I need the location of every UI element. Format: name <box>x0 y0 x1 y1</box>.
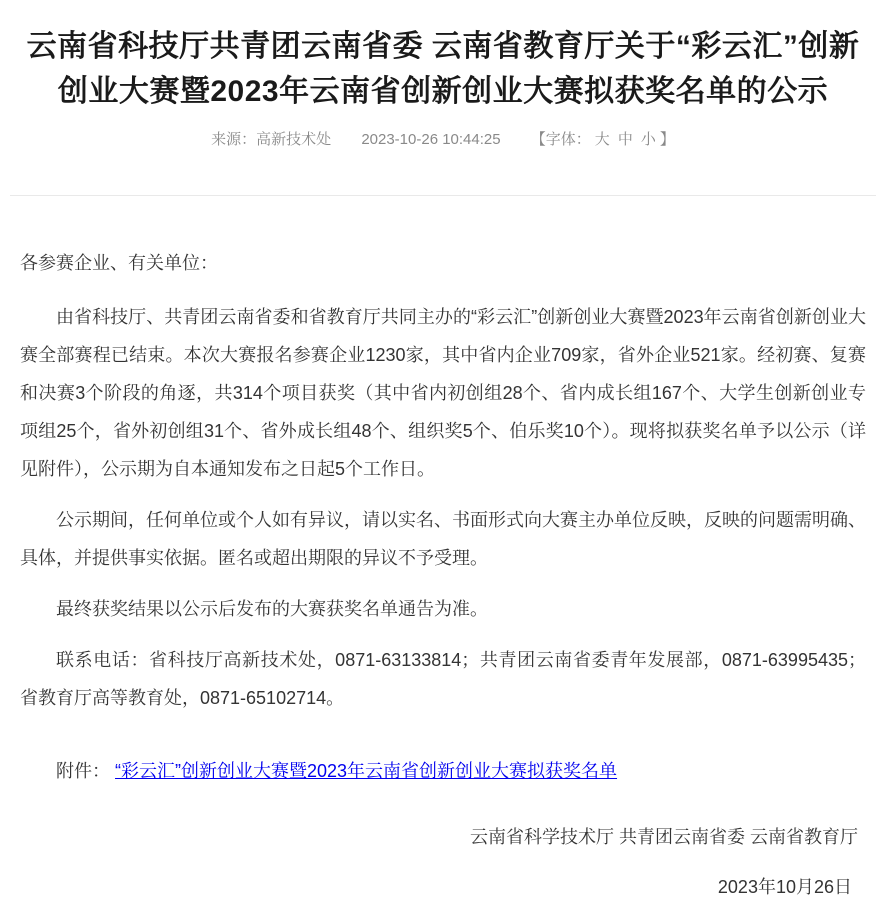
body-paragraph-intro-stats: 由省科技厅、共青团云南省委和省教育厅共同主办的“彩云汇”创新创业大赛暨2023年云南省创新创业大赛全部赛程已结束。本次大赛报名参赛企业1230家，其中省内企业709家，省外企业521家。经初赛、复赛和决赛3个阶段的角逐，共314个项目获奖（其中省内初创组28个、省内成长组167个、大学生创新创业专项组25个，省外初创组31个、省外成长组48个、组织奖5个、伯乐奖10个）。现将拟获奖名单予以公示（详见附件），公示期为自本通知发布之日起5个工作日。 <box>20 307 866 479</box>
body-paragraph-objection: 公示期间，任何单位或个人如有异议，请以实名、书面形式向大赛主办单位反映，反映的问题需明确、具体，并提供事实依据。匿名或超出期限的异议不予受理。 <box>20 510 866 568</box>
font-size-small-button[interactable]: 小 <box>640 131 656 148</box>
body-paragraph-contacts: 联系电话：省科技厅高新技术处，0871-63133814；共青团云南省委青年发展部，0871-63995435；省教育厅高等教育处，0871-65102714。 <box>20 650 866 708</box>
attachment-link[interactable]: “彩云汇”创新创业大赛暨2023年云南省创新创业大赛拟获奖名单 <box>115 761 618 781</box>
attachment-label: 附件： <box>56 761 110 781</box>
divider <box>10 195 876 196</box>
source-label: 来源：高新技术处 <box>211 131 332 148</box>
salutation: 各参赛企业、有关单位： <box>20 253 218 273</box>
font-controls-prefix: 【字体： <box>530 131 591 148</box>
font-controls-suffix: 】 <box>659 131 675 148</box>
article-meta <box>0 130 886 150</box>
publish-datetime: 2023-10-26 10:44:25 <box>361 131 501 148</box>
body-paragraph-final-result: 最终获奖结果以公示后发布的大赛获奖名单通告为准。 <box>56 599 488 619</box>
article-body <box>0 244 886 906</box>
page-title: 云南省科技厅共青团云南省委 云南省教育厅关于“彩云汇”创新创业大赛暨2023年云南省创新创业大赛拟获奖名单的公示 <box>26 30 860 108</box>
font-size-large-button[interactable]: 大 <box>594 131 610 148</box>
attachment-row <box>20 752 866 790</box>
font-size-controls <box>531 131 675 148</box>
font-size-medium-button[interactable]: 中 <box>617 131 633 148</box>
issue-date: 2023年10月26日 <box>717 877 852 897</box>
issuer-signature: 云南省科学技术厅 共青团云南省委 云南省教育厅 <box>470 827 858 847</box>
